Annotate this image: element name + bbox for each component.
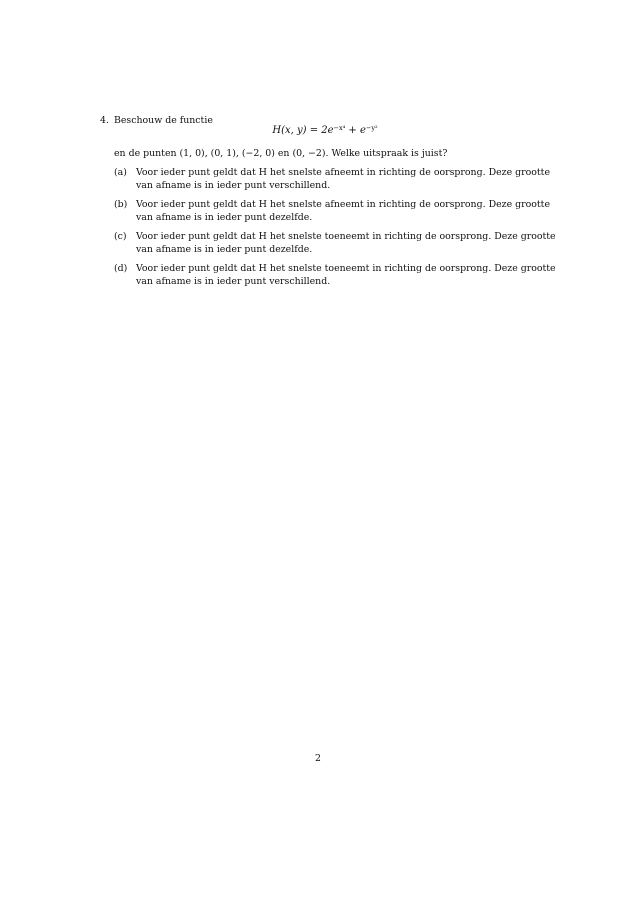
option-d — [114, 263, 556, 288]
question-sentence: en de punten (1, 0), (0, 1), (−2, 0) en (0, −2). Welke uitspraak is juist? — [114, 148, 448, 159]
option-text-line: Voor ieder punt geldt dat H het snelste toeneemt in richting de oorsprong. Deze grootte — [136, 231, 556, 242]
answer-options — [114, 167, 556, 295]
option-text-line: van afname is in ieder punt dezelfde. — [136, 243, 313, 255]
formula-lhs: H(x, y) = 2e — [272, 125, 334, 136]
page-number: 2 — [315, 753, 321, 764]
option-b — [114, 199, 550, 224]
option-label: (c) — [114, 231, 127, 242]
question-number: 4. — [100, 115, 109, 126]
question-intro: Beschouw de functie — [114, 115, 213, 126]
option-text-line: Voor ieder punt geldt dat H het snelste afneemt in richting de oorsprong. Deze grootte — [136, 167, 550, 178]
option-text-line: van afname is in ieder punt dezelfde. — [136, 211, 313, 223]
option-text-line: Voor ieder punt geldt dat H het snelste afneemt in richting de oorsprong. Deze grootte — [136, 199, 550, 210]
option-a — [114, 167, 550, 192]
option-label: (d) — [114, 263, 128, 274]
option-text-line: Voor ieder punt geldt dat H het snelste toeneemt in richting de oorsprong. Deze grootte — [136, 263, 556, 274]
option-text-line: van afname is in ieder punt verschillend. — [136, 275, 331, 287]
option-label: (b) — [114, 199, 128, 210]
formula — [100, 125, 550, 138]
option-text-line: van afname is in ieder punt verschillend. — [136, 179, 331, 191]
formula-exponent-2: −y² — [365, 124, 378, 132]
option-c — [114, 231, 556, 256]
option-label: (a) — [114, 167, 127, 178]
formula-exponent-1: −x⁴ — [333, 124, 346, 132]
formula-mid: + e — [345, 125, 366, 136]
